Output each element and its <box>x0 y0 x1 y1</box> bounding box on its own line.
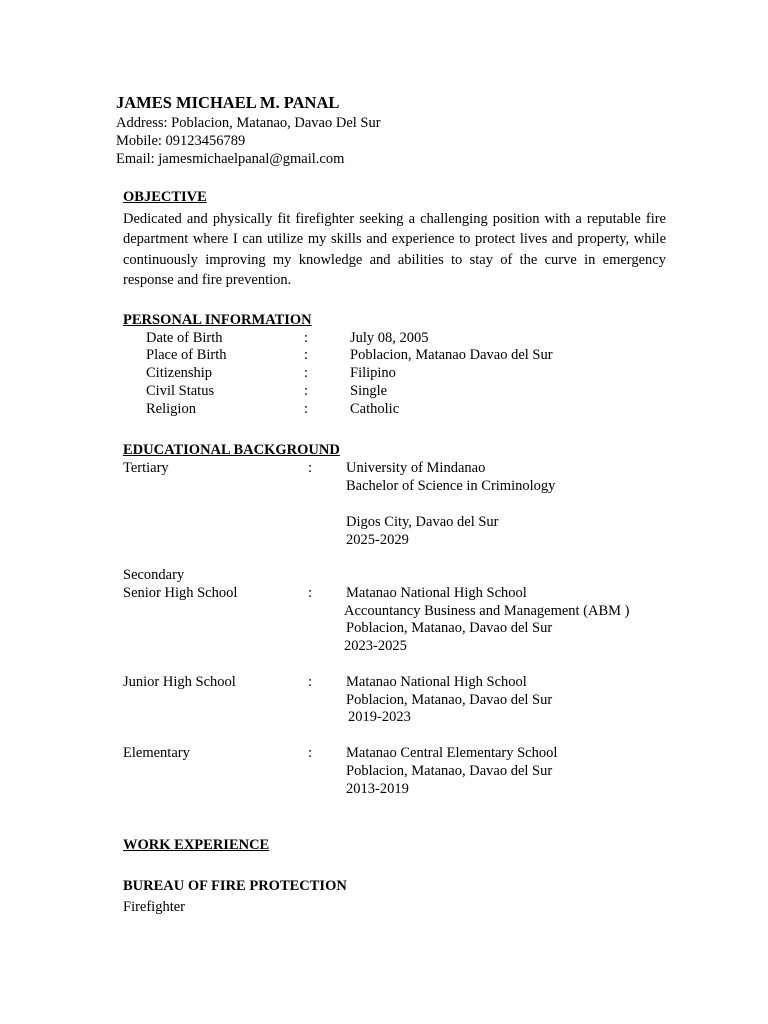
civil-status-label: Civil Status <box>146 383 215 399</box>
mobile-line: Mobile: 09123456789 <box>116 133 246 149</box>
pob-label: Place of Birth <box>146 347 227 363</box>
tertiary-colon: : <box>308 460 313 476</box>
email-line: Email: jamesmichaelpanal@gmail.com <box>116 151 345 167</box>
dob-colon: : <box>304 330 309 346</box>
applicant-name: JAMES MICHAEL M. PANAL <box>116 93 340 112</box>
tertiary-location: Digos City, Davao del Sur <box>346 514 499 530</box>
pob-colon: : <box>304 347 309 363</box>
tertiary-label: Tertiary <box>123 460 169 476</box>
elementary-location: Poblacion, Matanao, Davao del Sur <box>346 763 553 779</box>
elementary-colon: : <box>308 745 313 761</box>
senior-high-years: 2023-2025 <box>344 638 407 654</box>
senior-high-strand: Accountancy Business and Management (ABM ) <box>344 603 630 619</box>
citizenship-value: Filipino <box>350 365 396 381</box>
dob-value: July 08, 2005 <box>350 330 429 346</box>
religion-label: Religion <box>146 401 196 417</box>
religion-value: Catholic <box>350 401 400 417</box>
objective-text: Dedicated and physically fit firefighter seeking a challenging position with a reputable fire department where I can utilize my skills and experience to protect lives and property, while continuously improving my knowledge and abilities to stay of the curve in emergency response and fire prevention. <box>123 211 666 288</box>
employer-name: BUREAU OF FIRE PROTECTION <box>123 878 347 894</box>
tertiary-school: University of Mindanao <box>346 460 486 476</box>
tertiary-years: 2025-2029 <box>346 532 409 548</box>
job-position: Firefighter <box>123 899 186 915</box>
objective-heading: OBJECTIVE <box>123 189 207 205</box>
secondary-label: Secondary <box>123 567 185 583</box>
junior-high-school: Matanao National High School <box>346 674 527 690</box>
citizenship-colon: : <box>304 365 309 381</box>
religion-colon: : <box>304 401 309 417</box>
citizenship-label: Citizenship <box>146 365 213 381</box>
junior-high-colon: : <box>308 674 313 690</box>
elementary-school: Matanao Central Elementary School <box>346 745 558 761</box>
dob-label: Date of Birth <box>146 330 223 346</box>
senior-high-label: Senior High School <box>123 585 238 601</box>
pob-value: Poblacion, Matanao Davao del Sur <box>350 347 553 363</box>
work-experience-heading: WORK EXPERIENCE <box>123 837 270 853</box>
senior-high-school: Matanao National High School <box>346 585 527 601</box>
civil-status-value: Single <box>350 383 388 399</box>
civil-status-colon: : <box>304 383 309 399</box>
senior-high-location: Poblacion, Matanao, Davao del Sur <box>346 620 553 636</box>
tertiary-course: Bachelor of Science in Criminology <box>346 478 556 494</box>
elementary-label: Elementary <box>123 745 190 761</box>
senior-high-colon: : <box>308 585 313 601</box>
junior-high-location: Poblacion, Matanao, Davao del Sur <box>346 692 553 708</box>
personal-info-heading: PERSONAL INFORMATION <box>123 312 312 328</box>
address-line: Address: Poblacion, Matanao, Davao Del Sur <box>116 115 381 131</box>
education-heading: EDUCATIONAL BACKGROUND <box>123 442 340 458</box>
elementary-years: 2013-2019 <box>346 781 409 797</box>
junior-high-years: 2019-2023 <box>348 709 411 725</box>
junior-high-label: Junior High School <box>123 674 236 690</box>
